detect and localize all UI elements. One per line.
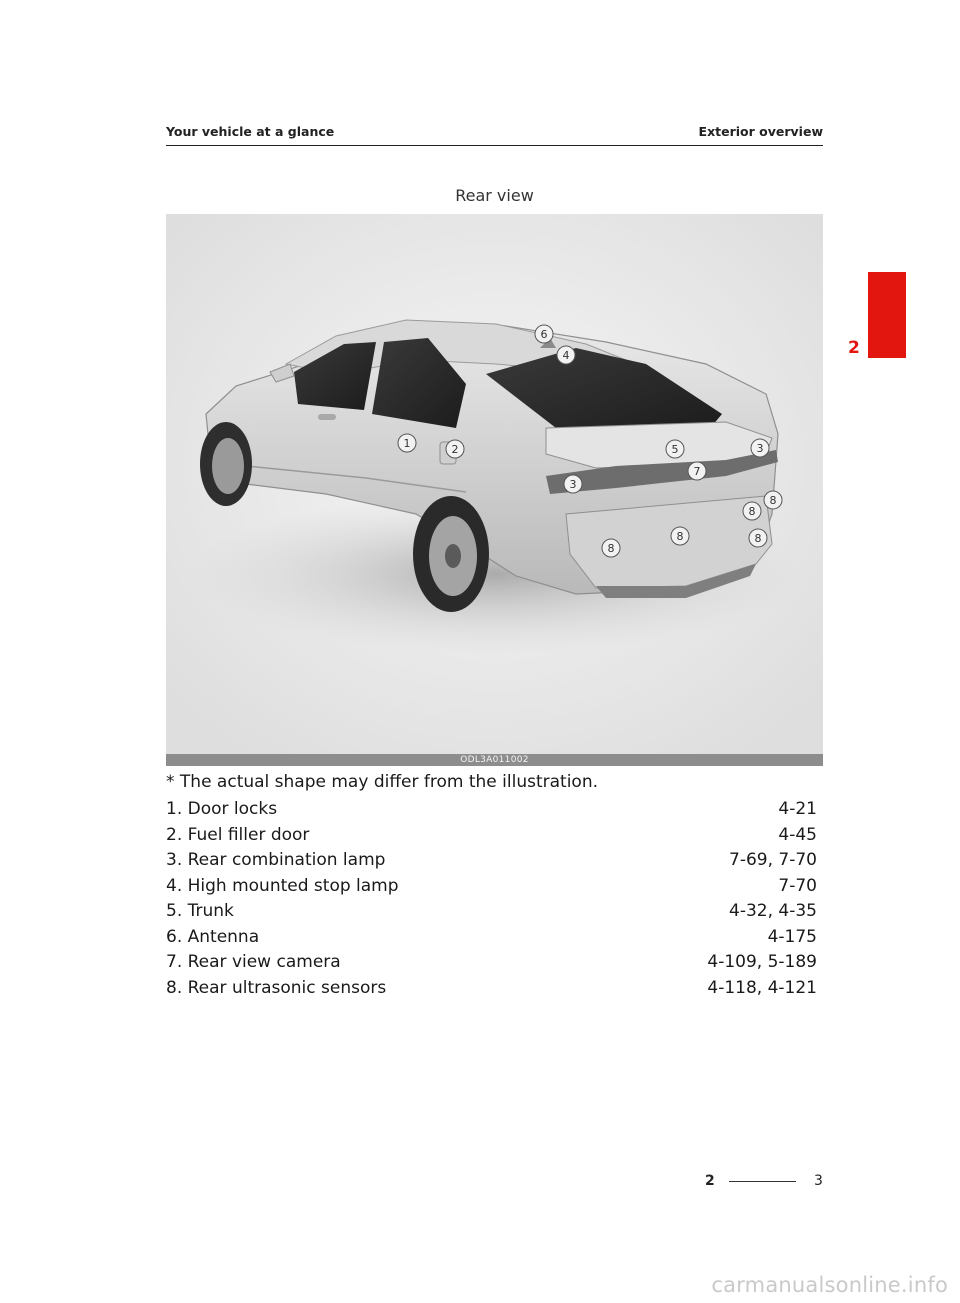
item-label: 8. Rear ultrasonic sensors (166, 977, 387, 998)
item-label: 7. Rear view camera (166, 952, 341, 972)
callout-4-label: 4 (562, 349, 570, 362)
callout-5-label: 5 (671, 443, 679, 456)
item-page-ref: 4-21 (778, 799, 817, 819)
illustration-note: * The actual shape may differ from the illustration. (166, 772, 599, 792)
item-page-ref: 7-70 (778, 875, 817, 896)
callout-3-left-label: 3 (569, 478, 577, 491)
callout-6-label: 6 (540, 328, 548, 341)
callout-6 (535, 325, 553, 343)
callout-3-right-label: 3 (756, 442, 764, 455)
footer-page-number: 3 (814, 1173, 823, 1189)
list-item (166, 950, 817, 976)
callout-1 (398, 434, 416, 452)
component-list (166, 797, 817, 1001)
list-item (166, 874, 817, 900)
item-label: 3. Rear combination lamp (166, 850, 386, 870)
item-label: 5. Trunk (166, 901, 234, 921)
callout-7-label: 7 (693, 465, 701, 478)
callout-8-d (602, 539, 620, 557)
callout-3-left (564, 475, 582, 493)
callout-8-c-label: 8 (676, 530, 684, 543)
item-page-ref: 4-45 (778, 824, 817, 845)
item-label: 1. Door locks (166, 799, 278, 819)
running-header-section: Your vehicle at a glance (166, 124, 335, 139)
chapter-tab-number: 2 (848, 338, 860, 358)
list-item (166, 823, 817, 849)
callout-5 (666, 440, 684, 458)
callout-8-c (671, 527, 689, 545)
callout-8-a-label: 8 (769, 494, 777, 507)
car-illustration-svg (166, 214, 823, 766)
item-page-ref: 4-109, 5-189 (707, 952, 817, 972)
callout-8-a (764, 491, 782, 509)
figure-title: Rear view (455, 186, 534, 205)
item-page-ref: 7-69, 7-70 (729, 850, 817, 870)
callout-2 (446, 440, 464, 458)
running-header-topic: Exterior overview (698, 124, 823, 139)
callout-2-label: 2 (451, 443, 459, 456)
callout-8-e-label: 8 (754, 532, 762, 545)
item-label: 6. Antenna (166, 926, 260, 947)
list-item (166, 976, 817, 1002)
item-label: 2. Fuel filler door (166, 824, 310, 845)
footer-chapter-number: 2 (705, 1173, 715, 1189)
footer-rule (729, 1181, 796, 1182)
watermark: carmanualsonline.info (711, 1273, 948, 1297)
item-label: 4. High mounted stop lamp (166, 875, 399, 896)
item-page-ref: 4-32, 4-35 (729, 901, 817, 921)
item-page-ref: 4-118, 4-121 (707, 977, 817, 998)
callout-3-right (751, 439, 769, 457)
list-item (166, 899, 817, 925)
callout-7 (688, 462, 706, 480)
callout-8-b-label: 8 (748, 505, 756, 518)
callout-8-e (749, 529, 767, 547)
list-item (166, 848, 817, 874)
list-item (166, 925, 817, 951)
chapter-tab (868, 272, 906, 358)
callout-8-b (743, 502, 761, 520)
callout-4 (557, 346, 575, 364)
list-item (166, 797, 817, 823)
figure-code: ODL3A011002 (460, 755, 529, 765)
header-rule (166, 145, 823, 146)
car-rear-view-illustration (166, 214, 823, 766)
callout-1-label: 1 (403, 437, 411, 450)
item-page-ref: 4-175 (767, 926, 817, 947)
callout-8-d-label: 8 (607, 542, 615, 555)
